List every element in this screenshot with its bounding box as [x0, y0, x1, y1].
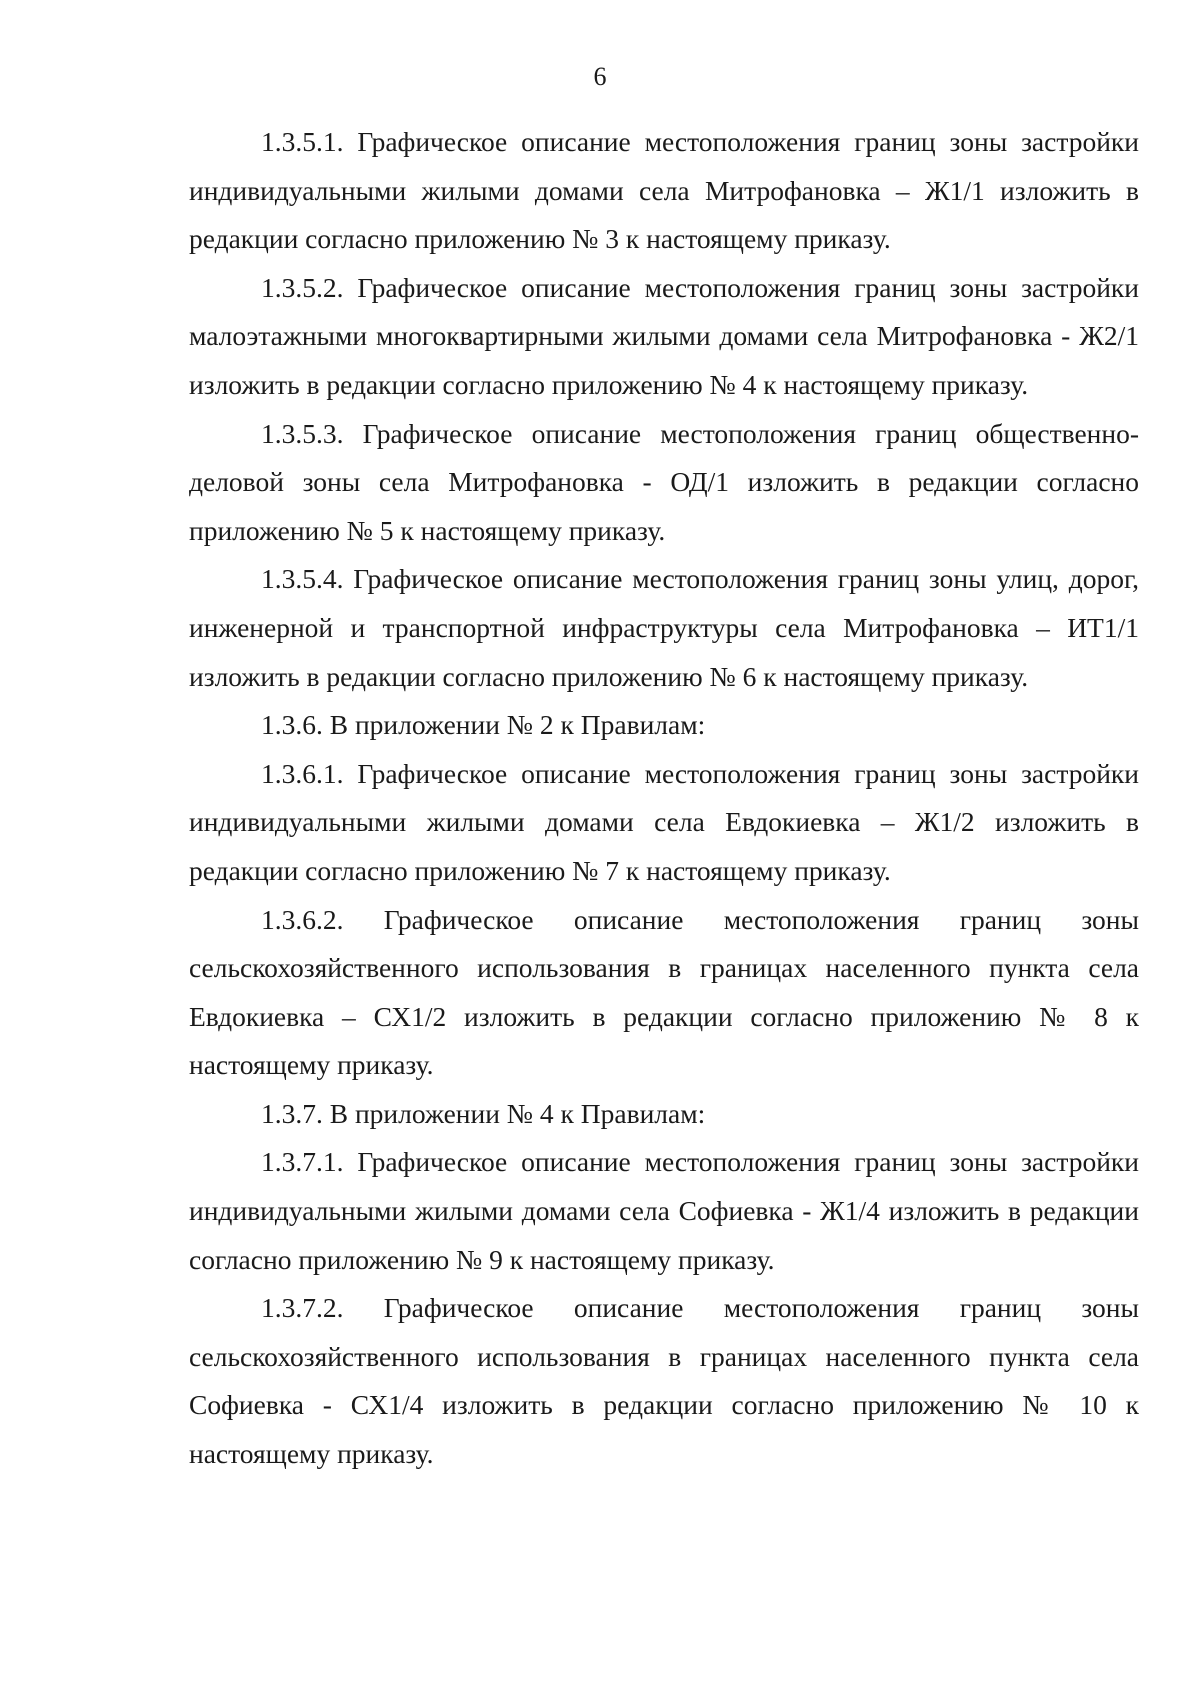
paragraph-1-3-7-2: 1.3.7.2. Графическое описание местоположения границ зоны сельскохозяйственного использования в границах населенного пункта села Софиевка - СХ1/4 изложить в редакции согласно приложению № 10 к настоящему приказу.: [189, 1292, 1139, 1470]
paragraph-1-3-6-1: 1.3.6.1. Графическое описание местоположения границ зоны застройки индивидуальными жилыми домами села Евдокиевка – Ж1/2 изложить в редакции согласно приложению № 7 к настоящему приказу.: [189, 757, 1139, 886]
paragraph-1-3-6: 1.3.6. В приложении № 2 к Правилам:: [261, 709, 706, 741]
paragraph-1-3-5-1: 1.3.5.1. Графическое описание местоположения границ зоны застройки индивидуальными жилыми домами села Митрофановка – Ж1/1 изложить в редакции согласно приложению № 3 к настоящему приказу.: [189, 126, 1139, 255]
page-number: 6: [593, 62, 607, 91]
document-body: [189, 118, 1139, 1479]
paragraph-1-3-5-2: 1.3.5.2. Графическое описание местоположения границ зоны застройки малоэтажными многоквартирными жилыми домами села Митрофановка - Ж2/1 изложить в редакции согласно приложению № 4 к настоящему приказу.: [189, 271, 1139, 400]
paragraph-1-3-6-2: 1.3.6.2. Графическое описание местоположения границ зоны сельскохозяйственного использования в границах населенного пункта села Евдокиевка – СХ1/2 изложить в редакции согласно приложению № 8 к настоящему приказу.: [189, 903, 1139, 1081]
paragraph-1-3-5-4: 1.3.5.4. Графическое описание местоположения границ зоны улиц, дорог, инженерной и транспортной инфраструктуры села Митрофановка – ИТ1/1 изложить в редакции согласно приложению № 6 к настоящему приказу.: [189, 563, 1139, 692]
paragraph-1-3-7: 1.3.7. В приложении № 4 к Правилам:: [261, 1097, 706, 1129]
paragraph-1-3-7-1: 1.3.7.1. Графическое описание местоположения границ зоны застройки индивидуальными жилыми домами села Софиевка - Ж1/4 изложить в редакции согласно приложению № 9 к настоящему приказу.: [189, 1146, 1139, 1275]
paragraph-1-3-5-3: 1.3.5.3. Графическое описание местоположения границ общественно-деловой зоны села Митрофановка - ОД/1 изложить в редакции согласно приложению № 5 к настоящему приказу.: [189, 417, 1139, 546]
